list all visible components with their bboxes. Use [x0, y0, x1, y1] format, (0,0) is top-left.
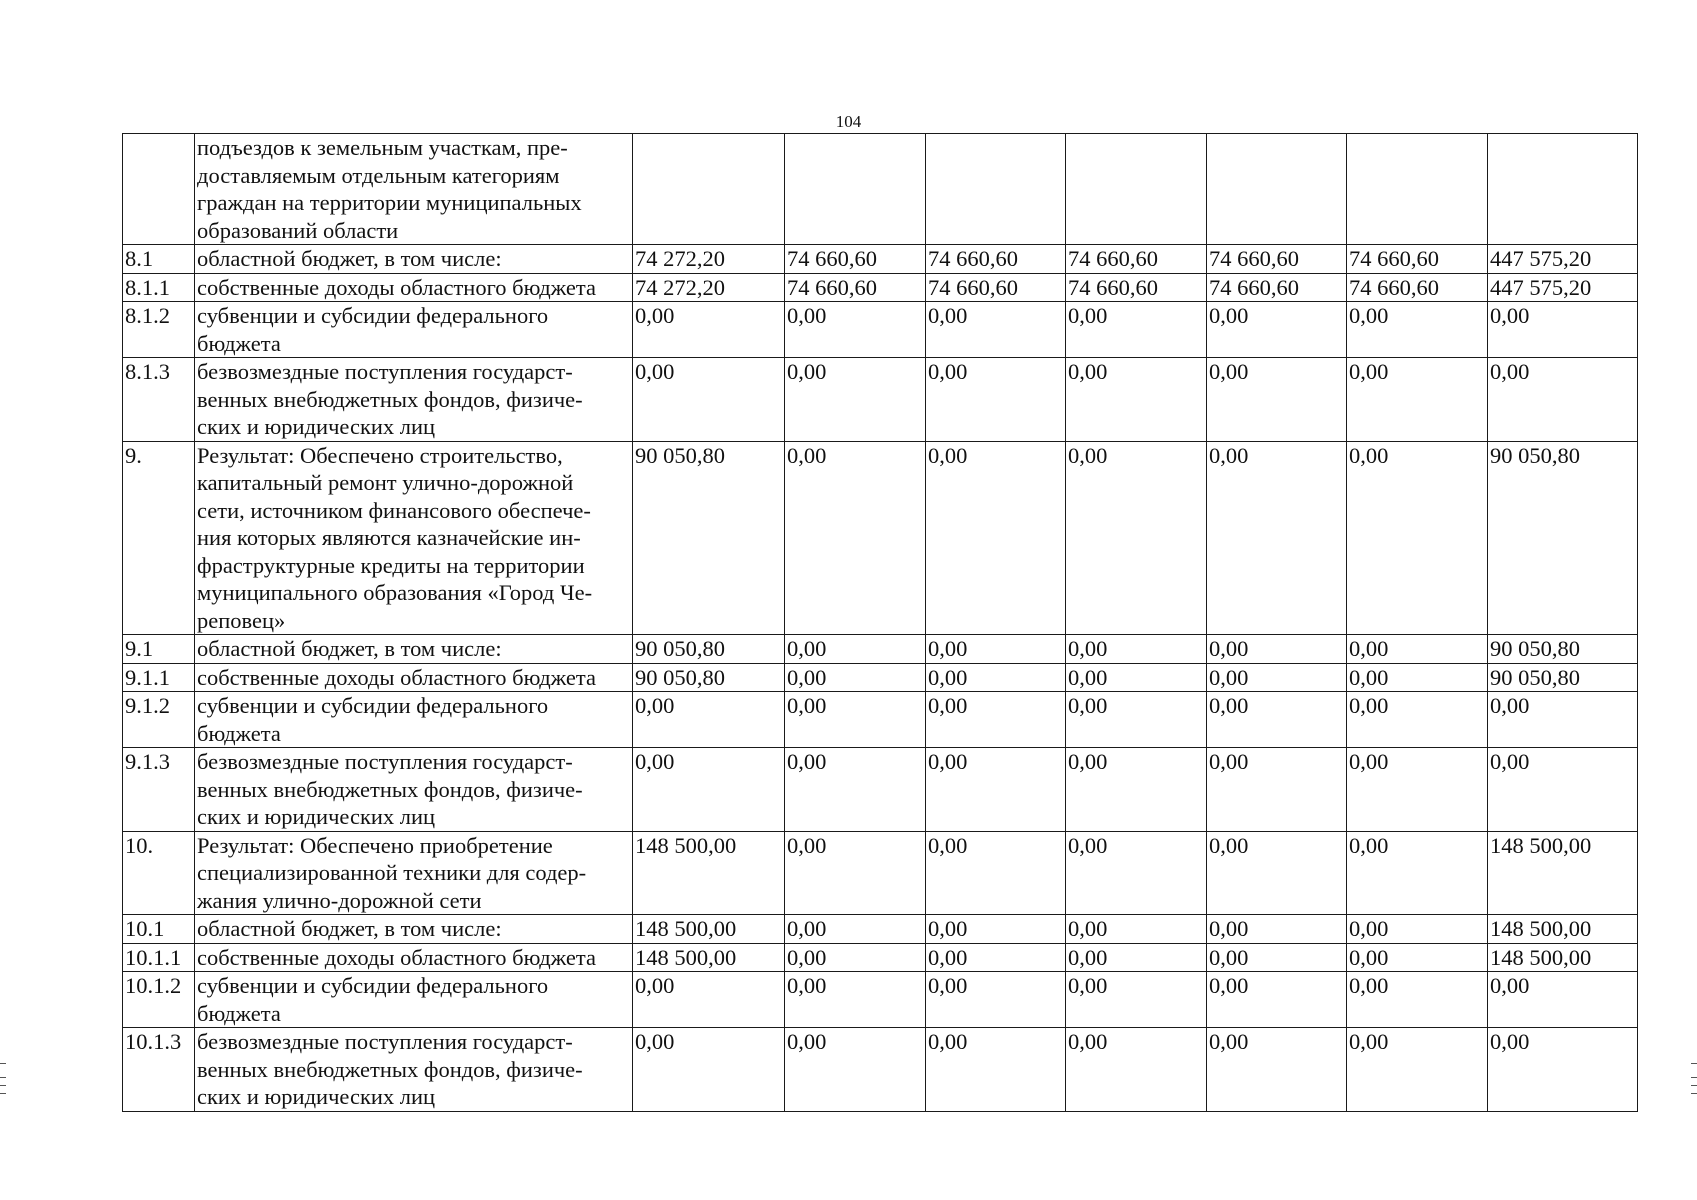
value-cell: 90 050,80	[633, 663, 785, 692]
table-row	[123, 635, 1638, 664]
row-number: 10.	[123, 831, 195, 915]
row-description	[195, 302, 633, 358]
value-cell: 0,00	[1207, 915, 1347, 944]
description-line: субвенции и субсидии федерального	[197, 693, 549, 718]
value-cell: 0,00	[1347, 943, 1488, 972]
value-cell	[926, 134, 1066, 245]
value-total: 0,00	[1488, 1028, 1638, 1112]
description-line: Результат: Обеспечено строительство,	[197, 442, 563, 468]
value-cell: 74 660,60	[1347, 245, 1488, 274]
description-line: доставляемым отдельным категориям	[197, 162, 560, 188]
value-cell: 0,00	[926, 1028, 1066, 1112]
table-row	[123, 302, 1638, 358]
value-cell: 0,00	[1066, 302, 1207, 358]
value-cell: 0,00	[926, 302, 1066, 358]
value-total: 447 575,20	[1488, 273, 1638, 302]
value-cell: 74 660,60	[926, 245, 1066, 274]
row-number: 10.1	[123, 915, 195, 944]
value-total: 0,00	[1488, 972, 1638, 1028]
row-description	[195, 273, 633, 302]
budget-table	[122, 133, 1638, 1112]
value-cell: 0,00	[785, 635, 926, 664]
description-line: венных внебюджетных фондов, физиче-	[197, 386, 583, 412]
value-cell: 0,00	[1347, 1028, 1488, 1112]
row-description	[195, 748, 633, 832]
value-cell: 0,00	[1066, 943, 1207, 972]
description-line: венных внебюджетных фондов, физиче-	[197, 776, 583, 802]
row-description	[195, 692, 633, 748]
value-cell: 0,00	[633, 748, 785, 832]
value-cell: 0,00	[1347, 441, 1488, 635]
value-total: 148 500,00	[1488, 915, 1638, 944]
table-row	[123, 663, 1638, 692]
value-cell: 0,00	[785, 748, 926, 832]
description-line: собственные доходы областного бюджета	[197, 274, 597, 300]
value-cell: 0,00	[1347, 635, 1488, 664]
row-description	[195, 441, 633, 635]
value-cell: 0,00	[1066, 1028, 1207, 1112]
description-line: граждан на территории муниципальных	[197, 190, 582, 215]
value-total: 0,00	[1488, 358, 1638, 442]
table-row	[123, 245, 1638, 274]
value-cell: 90 050,80	[633, 441, 785, 635]
value-cell: 0,00	[1066, 441, 1207, 635]
description-line: ских и юридических лиц	[197, 1084, 436, 1109]
value-cell: 74 660,60	[926, 273, 1066, 302]
value-total: 0,00	[1488, 692, 1638, 748]
value-cell	[1347, 134, 1488, 245]
description-line: бюджета	[197, 1000, 281, 1026]
row-number: 9.1.1	[123, 663, 195, 692]
value-total: 148 500,00	[1488, 831, 1638, 915]
value-cell: 0,00	[1207, 748, 1347, 832]
row-number: 10.1.2	[123, 972, 195, 1028]
table-row	[123, 358, 1638, 442]
value-total: 90 050,80	[1488, 441, 1638, 635]
value-cell: 74 660,60	[785, 245, 926, 274]
description-line: ских и юридических лиц	[197, 804, 436, 829]
row-description	[195, 358, 633, 442]
table-row	[123, 972, 1638, 1028]
description-line: образований области	[197, 217, 399, 243]
description-line: безвозмездные поступления государст-	[197, 749, 573, 774]
value-total	[1488, 134, 1638, 245]
description-line: Результат: Обеспечено приобретение	[197, 832, 553, 858]
description-line: бюджета	[197, 330, 281, 356]
row-number: 9.	[123, 441, 195, 635]
value-cell: 0,00	[1347, 831, 1488, 915]
value-cell: 74 272,20	[633, 273, 785, 302]
table-row	[123, 943, 1638, 972]
description-line: венных внебюджетных фондов, физиче-	[197, 1056, 583, 1082]
value-cell	[785, 134, 926, 245]
description-line: безвозмездные поступления государст-	[197, 1029, 573, 1054]
description-line: ских и юридических лиц	[197, 414, 436, 439]
value-cell: 0,00	[785, 1028, 926, 1112]
value-cell: 74 272,20	[633, 245, 785, 274]
description-line: жания улично-дорожной сети	[197, 887, 482, 913]
row-description	[195, 943, 633, 972]
value-cell: 0,00	[926, 663, 1066, 692]
value-cell: 0,00	[785, 302, 926, 358]
value-total: 447 575,20	[1488, 245, 1638, 274]
value-cell: 0,00	[1207, 302, 1347, 358]
description-line: реповец»	[197, 607, 286, 633]
table-row	[123, 134, 1638, 245]
value-cell: 0,00	[926, 358, 1066, 442]
description-line: фраструктурные кредиты на территории	[197, 552, 585, 578]
table-row	[123, 441, 1638, 635]
description-line: областной бюджет, в том числе:	[197, 246, 502, 271]
value-cell: 0,00	[1066, 358, 1207, 442]
table-row	[123, 692, 1638, 748]
description-line: собственные доходы областного бюджета	[197, 944, 597, 970]
value-cell: 0,00	[1066, 748, 1207, 832]
table-row	[123, 748, 1638, 832]
value-cell: 0,00	[926, 972, 1066, 1028]
value-cell: 0,00	[633, 1028, 785, 1112]
description-line: субвенции и субсидии федерального	[197, 303, 549, 328]
value-cell: 74 660,60	[1066, 245, 1207, 274]
value-total: 0,00	[1488, 302, 1638, 358]
value-cell: 0,00	[633, 972, 785, 1028]
description-line: подъездов к земельным участкам, пре-	[197, 135, 568, 160]
value-cell: 0,00	[1066, 915, 1207, 944]
value-cell: 0,00	[785, 692, 926, 748]
value-cell: 0,00	[926, 915, 1066, 944]
value-cell: 0,00	[926, 692, 1066, 748]
value-cell: 0,00	[1207, 943, 1347, 972]
value-cell: 0,00	[633, 692, 785, 748]
row-number: 8.1.1	[123, 273, 195, 302]
description-line: безвозмездные поступления государст-	[197, 359, 573, 384]
page-number: 104	[835, 112, 862, 131]
value-cell: 0,00	[1347, 972, 1488, 1028]
table-row	[123, 273, 1638, 302]
row-number: 8.1	[123, 245, 195, 274]
value-cell: 0,00	[926, 943, 1066, 972]
value-cell: 0,00	[1207, 635, 1347, 664]
value-cell: 0,00	[1347, 358, 1488, 442]
value-cell: 0,00	[1207, 441, 1347, 635]
value-cell: 74 660,60	[1347, 273, 1488, 302]
value-cell: 0,00	[1207, 358, 1347, 442]
row-description	[195, 635, 633, 664]
value-cell: 0,00	[1066, 972, 1207, 1028]
value-cell: 90 050,80	[633, 635, 785, 664]
value-cell: 0,00	[1207, 972, 1347, 1028]
value-cell: 0,00	[1207, 831, 1347, 915]
description-line: ния которых являются казначейские ин-	[197, 525, 581, 550]
value-cell: 0,00	[926, 748, 1066, 832]
value-total: 90 050,80	[1488, 663, 1638, 692]
value-cell	[1066, 134, 1207, 245]
value-cell: 0,00	[785, 663, 926, 692]
value-cell: 0,00	[1347, 302, 1488, 358]
value-cell: 0,00	[1066, 635, 1207, 664]
value-cell: 0,00	[1347, 748, 1488, 832]
value-cell: 0,00	[926, 635, 1066, 664]
row-description	[195, 831, 633, 915]
value-total: 90 050,80	[1488, 635, 1638, 664]
value-cell: 148 500,00	[633, 915, 785, 944]
value-cell: 0,00	[785, 358, 926, 442]
value-cell: 0,00	[926, 441, 1066, 635]
row-number: 9.1.2	[123, 692, 195, 748]
value-total: 0,00	[1488, 748, 1638, 832]
value-cell	[633, 134, 785, 245]
value-cell: 74 660,60	[785, 273, 926, 302]
value-cell: 74 660,60	[1066, 273, 1207, 302]
row-description	[195, 663, 633, 692]
budget-table-body	[123, 134, 1638, 1112]
row-description	[195, 134, 633, 245]
value-cell: 0,00	[785, 972, 926, 1028]
description-line: субвенции и субсидии федерального	[197, 973, 549, 998]
row-number: 10.1.1	[123, 943, 195, 972]
value-cell: 0,00	[785, 915, 926, 944]
row-description	[195, 915, 633, 944]
value-cell: 0,00	[785, 441, 926, 635]
table-row	[123, 831, 1638, 915]
description-line: сети, источником финансового обеспече-	[197, 497, 591, 523]
row-description	[195, 972, 633, 1028]
description-line: областной бюджет, в том числе:	[197, 916, 502, 941]
description-line: специализированной техники для содер-	[197, 860, 587, 885]
value-cell: 0,00	[1066, 663, 1207, 692]
value-total: 148 500,00	[1488, 943, 1638, 972]
value-cell: 0,00	[1207, 1028, 1347, 1112]
value-cell: 0,00	[1066, 692, 1207, 748]
description-line: бюджета	[197, 720, 281, 746]
value-cell: 0,00	[1347, 692, 1488, 748]
value-cell: 0,00	[1347, 663, 1488, 692]
description-line: собственные доходы областного бюджета	[197, 664, 597, 690]
description-line: капитальный ремонт улично-дорожной	[197, 470, 574, 495]
value-cell: 74 660,60	[1207, 245, 1347, 274]
row-number: 8.1.3	[123, 358, 195, 442]
value-cell: 0,00	[1207, 692, 1347, 748]
value-cell: 74 660,60	[1207, 273, 1347, 302]
row-description	[195, 245, 633, 274]
value-cell	[1207, 134, 1347, 245]
description-line: муниципального образования «Город Че-	[197, 580, 593, 605]
row-number: 9.1	[123, 635, 195, 664]
description-line: областной бюджет, в том числе:	[197, 636, 502, 661]
row-description	[195, 1028, 633, 1112]
value-cell: 0,00	[785, 831, 926, 915]
row-number: 10.1.3	[123, 1028, 195, 1112]
value-cell: 0,00	[926, 831, 1066, 915]
value-cell: 148 500,00	[633, 831, 785, 915]
row-number: 8.1.2	[123, 302, 195, 358]
value-cell: 0,00	[1207, 663, 1347, 692]
table-row	[123, 915, 1638, 944]
row-number	[123, 134, 195, 245]
value-cell: 0,00	[785, 943, 926, 972]
value-cell: 0,00	[1066, 831, 1207, 915]
value-cell: 0,00	[633, 358, 785, 442]
value-cell: 0,00	[1347, 915, 1488, 944]
value-cell: 148 500,00	[633, 943, 785, 972]
row-number: 9.1.3	[123, 748, 195, 832]
table-row	[123, 1028, 1638, 1112]
value-cell: 0,00	[633, 302, 785, 358]
